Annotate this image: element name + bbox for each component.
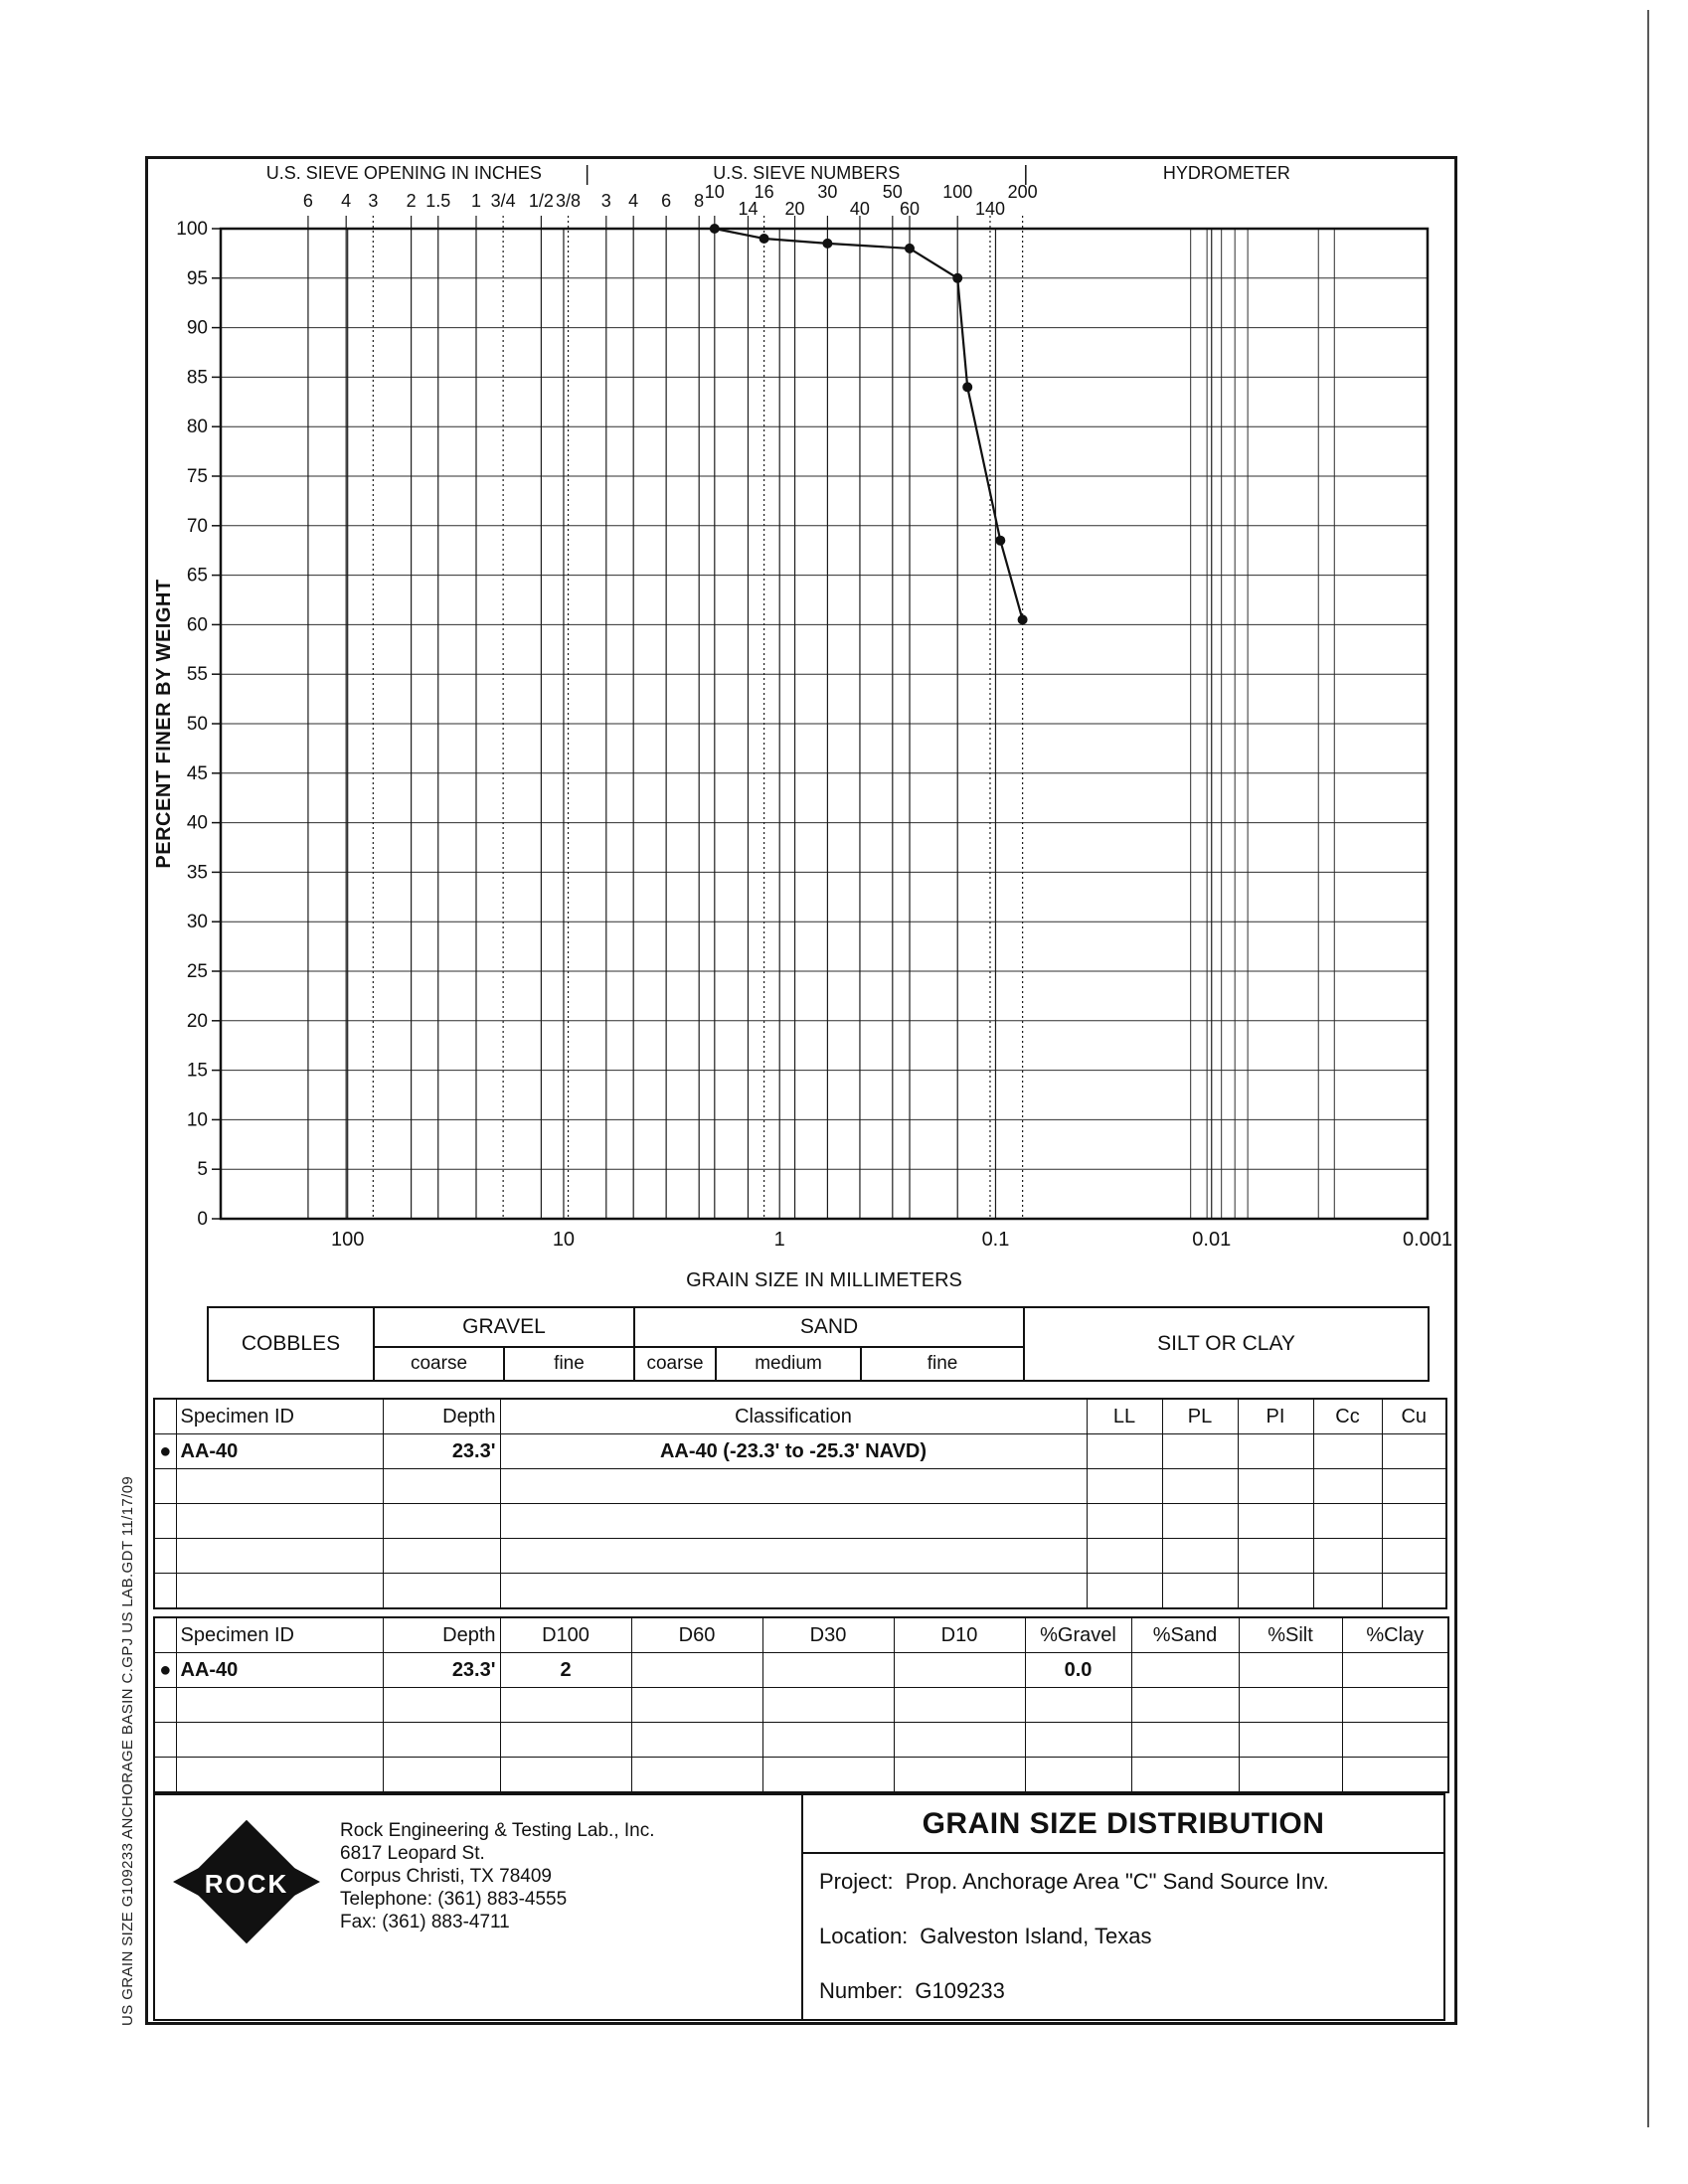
- table-cell: [894, 1653, 1025, 1688]
- svg-text:1/2: 1/2: [528, 191, 554, 211]
- table-cell: [1313, 1434, 1382, 1469]
- column-header: Classification: [500, 1399, 1087, 1434]
- table-cell: [1382, 1574, 1446, 1609]
- number-value: G109233: [915, 1978, 1005, 2004]
- table-cell: [1238, 1539, 1313, 1574]
- project-row: [803, 1854, 1443, 1909]
- location-row: [803, 1909, 1443, 1963]
- table-cell: [176, 1723, 383, 1758]
- svg-text:75: 75: [186, 466, 208, 487]
- company-name: Rock Engineering & Testing Lab., Inc.: [340, 1820, 655, 1841]
- table-cell: [762, 1758, 894, 1793]
- table-cell: [383, 1688, 500, 1723]
- project-value: Prop. Anchorage Area "C" Sand Source Inv.: [905, 1868, 1329, 1894]
- svg-text:80: 80: [186, 417, 208, 438]
- column-header: D60: [631, 1617, 762, 1653]
- svg-text:U.S. SIEVE NUMBERS: U.S. SIEVE NUMBERS: [713, 163, 901, 183]
- table-cell: [500, 1504, 1087, 1539]
- table-cell: [500, 1469, 1087, 1504]
- svg-text:55: 55: [186, 664, 208, 686]
- empty-row: [154, 1469, 1446, 1504]
- column-header: Depth: [383, 1617, 500, 1653]
- data-row: [154, 1434, 1446, 1469]
- table-cell: [1313, 1574, 1382, 1609]
- table-cell: [1342, 1758, 1448, 1793]
- band-sand: SAND: [634, 1307, 1024, 1347]
- empty-row: [154, 1504, 1446, 1539]
- table-cell: [1238, 1574, 1313, 1609]
- svg-text:6: 6: [661, 191, 672, 211]
- svg-text:1: 1: [773, 1229, 785, 1251]
- table-cell: 2: [500, 1653, 631, 1688]
- size-bands-table: [207, 1306, 1430, 1382]
- column-header: %Sand: [1131, 1617, 1239, 1653]
- table-cell: [1382, 1539, 1446, 1574]
- results-table: [153, 1616, 1449, 1793]
- table-cell: [1342, 1688, 1448, 1723]
- svg-text:35: 35: [186, 862, 208, 884]
- table-cell: [176, 1688, 383, 1723]
- svg-text:140: 140: [974, 199, 1006, 219]
- svg-text:100: 100: [176, 219, 208, 240]
- table-cell: [1342, 1723, 1448, 1758]
- table-cell: [500, 1723, 631, 1758]
- svg-text:GRAIN SIZE IN MILLIMETERS: GRAIN SIZE IN MILLIMETERS: [686, 1269, 962, 1291]
- svg-text:200: 200: [1007, 182, 1038, 202]
- table-cell: [1313, 1469, 1382, 1504]
- table-cell: [383, 1469, 500, 1504]
- band-silt-or-clay: SILT OR CLAY: [1024, 1307, 1429, 1381]
- svg-text:15: 15: [186, 1060, 208, 1082]
- table-cell: [383, 1504, 500, 1539]
- table-cell: [1025, 1723, 1131, 1758]
- column-header: PL: [1162, 1399, 1238, 1434]
- table-cell: [1313, 1504, 1382, 1539]
- table-cell: [1162, 1539, 1238, 1574]
- table-cell: [1087, 1434, 1162, 1469]
- number-label: Number:: [819, 1978, 904, 2004]
- svg-text:16: 16: [754, 182, 774, 202]
- svg-text:3: 3: [368, 191, 379, 211]
- column-header: %Silt: [1239, 1617, 1342, 1653]
- table-cell: [500, 1574, 1087, 1609]
- number-row: [803, 1964, 1443, 2019]
- empty-row: [154, 1758, 1448, 1793]
- band-gravel: GRAVEL: [374, 1307, 634, 1347]
- table-cell: [631, 1723, 762, 1758]
- report-title: GRAIN SIZE DISTRIBUTION: [803, 1795, 1443, 1854]
- svg-text:30: 30: [186, 912, 208, 933]
- table-cell: [500, 1539, 1087, 1574]
- logo-text: ROCK: [204, 1869, 289, 1899]
- band-sand-fine: fine: [861, 1347, 1024, 1381]
- svg-text:50: 50: [186, 714, 208, 735]
- table-cell: [631, 1688, 762, 1723]
- table-cell: [894, 1723, 1025, 1758]
- table-cell: [500, 1688, 631, 1723]
- band-gravel-coarse: coarse: [374, 1347, 504, 1381]
- svg-text:40: 40: [849, 199, 870, 219]
- table-cell: [894, 1758, 1025, 1793]
- table-cell: AA-40: [176, 1434, 383, 1469]
- svg-text:4: 4: [341, 191, 352, 211]
- empty-row: [154, 1688, 1448, 1723]
- table-cell: [154, 1758, 176, 1793]
- table-cell: [1025, 1758, 1131, 1793]
- svg-text:4: 4: [628, 191, 639, 211]
- svg-text:14: 14: [738, 199, 759, 219]
- classification-table: [153, 1398, 1447, 1609]
- table-cell: [154, 1688, 176, 1723]
- company-address-line1: 6817 Leopard St.: [340, 1843, 485, 1864]
- svg-text:50: 50: [882, 182, 903, 202]
- empty-row: [154, 1574, 1446, 1609]
- empty-row: [154, 1539, 1446, 1574]
- svg-text:U.S. SIEVE OPENING IN INCHES: U.S. SIEVE OPENING IN INCHES: [265, 163, 542, 183]
- table-cell: [176, 1504, 383, 1539]
- column-header: Cu: [1382, 1399, 1446, 1434]
- table-cell: [154, 1723, 176, 1758]
- table-cell: [176, 1539, 383, 1574]
- svg-text:5: 5: [197, 1159, 208, 1181]
- company-logo: [169, 1821, 324, 1942]
- band-cobbles: COBBLES: [208, 1307, 374, 1381]
- table-cell: 0.0: [1025, 1653, 1131, 1688]
- table-cell: [631, 1653, 762, 1688]
- table-cell: [1131, 1688, 1239, 1723]
- company-telephone: Telephone: (361) 883-4555: [340, 1889, 568, 1910]
- table-cell: [1087, 1504, 1162, 1539]
- svg-text:10: 10: [186, 1109, 208, 1131]
- svg-text:70: 70: [186, 515, 208, 537]
- svg-text:0.001: 0.001: [1402, 1229, 1453, 1251]
- location-value: Galveston Island, Texas: [920, 1923, 1152, 1948]
- header-row: [154, 1399, 1446, 1434]
- band-sand-coarse: coarse: [634, 1347, 716, 1381]
- scan-artifact-line: [1647, 10, 1649, 2127]
- svg-text:45: 45: [186, 762, 208, 784]
- company-address-line2: Corpus Christi, TX 78409: [340, 1866, 552, 1887]
- table-cell: [1131, 1653, 1239, 1688]
- table-cell: [1382, 1504, 1446, 1539]
- table-cell: [383, 1723, 500, 1758]
- column-header: Specimen ID: [176, 1399, 383, 1434]
- table-cell: [154, 1574, 176, 1609]
- marker-column-header: [154, 1399, 176, 1434]
- table-cell: [383, 1574, 500, 1609]
- svg-text:95: 95: [186, 267, 208, 289]
- column-header: Specimen ID: [176, 1617, 383, 1653]
- svg-text:20: 20: [784, 199, 805, 219]
- table-cell: [1087, 1539, 1162, 1574]
- table-cell: [894, 1688, 1025, 1723]
- column-header: D10: [894, 1617, 1025, 1653]
- table-cell: [1239, 1653, 1342, 1688]
- company-block: [155, 1795, 803, 2019]
- column-header: LL: [1087, 1399, 1162, 1434]
- column-header: D30: [762, 1617, 894, 1653]
- table-cell: [1239, 1758, 1342, 1793]
- company-info: [340, 1819, 655, 1933]
- table-cell: [1342, 1653, 1448, 1688]
- table-cell: [631, 1758, 762, 1793]
- marker-column-header: [154, 1617, 176, 1653]
- table-cell: [1131, 1758, 1239, 1793]
- svg-text:HYDROMETER: HYDROMETER: [1162, 163, 1290, 183]
- column-header: Depth: [383, 1399, 500, 1434]
- table-cell: [1087, 1469, 1162, 1504]
- svg-text:20: 20: [186, 1010, 208, 1032]
- table-cell: [1162, 1469, 1238, 1504]
- table-cell: [1382, 1434, 1446, 1469]
- table-cell: AA-40: [176, 1653, 383, 1688]
- svg-text:85: 85: [186, 367, 208, 389]
- row-marker: ●: [154, 1653, 176, 1688]
- table-cell: [1239, 1688, 1342, 1723]
- sidebar-filename-text: US GRAIN SIZE G109233 ANCHORAGE BASIN C.GPJ US LAB.GDT 11/17/09: [119, 1475, 136, 2026]
- table-cell: [1382, 1469, 1446, 1504]
- table-cell: [1313, 1539, 1382, 1574]
- table-cell: [1131, 1723, 1239, 1758]
- table-cell: [1087, 1574, 1162, 1609]
- svg-text:60: 60: [900, 199, 921, 219]
- column-header: D100: [500, 1617, 631, 1653]
- svg-text:25: 25: [186, 961, 208, 982]
- svg-text:6: 6: [302, 191, 313, 211]
- grain-size-distribution-chart: [148, 159, 1454, 1302]
- svg-text:3/4: 3/4: [490, 191, 516, 211]
- row-marker: ●: [154, 1434, 176, 1469]
- svg-text:2: 2: [406, 191, 417, 211]
- svg-text:65: 65: [186, 565, 208, 587]
- table-cell: [154, 1504, 176, 1539]
- table-cell: [1238, 1434, 1313, 1469]
- table-cell: [154, 1539, 176, 1574]
- table-cell: 23.3': [383, 1434, 500, 1469]
- table-cell: [176, 1758, 383, 1793]
- svg-text:PERCENT FINER BY WEIGHT: PERCENT FINER BY WEIGHT: [153, 579, 175, 869]
- svg-text:10: 10: [704, 182, 725, 202]
- svg-text:10: 10: [552, 1229, 576, 1251]
- data-row: [154, 1653, 1448, 1688]
- column-header: PI: [1238, 1399, 1313, 1434]
- table-cell: [762, 1688, 894, 1723]
- table-cell: [154, 1469, 176, 1504]
- table-cell: [1162, 1504, 1238, 1539]
- svg-text:30: 30: [817, 182, 838, 202]
- svg-text:3: 3: [600, 191, 611, 211]
- svg-text:100: 100: [331, 1229, 365, 1251]
- table-cell: [383, 1539, 500, 1574]
- svg-text:1: 1: [470, 191, 482, 211]
- table-cell: AA-40 (-23.3' to -25.3' NAVD): [500, 1434, 1087, 1469]
- table-cell: [176, 1574, 383, 1609]
- svg-text:90: 90: [186, 317, 208, 339]
- svg-text:60: 60: [186, 614, 208, 636]
- table-cell: [1238, 1504, 1313, 1539]
- band-sand-medium: medium: [716, 1347, 861, 1381]
- table-cell: [176, 1469, 383, 1504]
- svg-text:3/8: 3/8: [556, 191, 582, 211]
- svg-text:40: 40: [186, 812, 208, 834]
- location-label: Location:: [819, 1923, 909, 1948]
- project-label: Project:: [819, 1868, 894, 1894]
- band-gravel-fine: fine: [504, 1347, 634, 1381]
- svg-text:0.01: 0.01: [1192, 1229, 1232, 1251]
- table-cell: [500, 1758, 631, 1793]
- table-cell: [1025, 1688, 1131, 1723]
- svg-text:0: 0: [197, 1209, 208, 1230]
- report-frame: [145, 156, 1457, 2025]
- empty-row: [154, 1723, 1448, 1758]
- table-cell: [1239, 1723, 1342, 1758]
- report-title-block: [803, 1795, 1443, 2019]
- column-header: %Gravel: [1025, 1617, 1131, 1653]
- table-cell: [383, 1758, 500, 1793]
- header-row: [154, 1617, 1448, 1653]
- column-header: Cc: [1313, 1399, 1382, 1434]
- table-cell: [762, 1653, 894, 1688]
- svg-text:8: 8: [694, 191, 705, 211]
- svg-text:1.5: 1.5: [425, 191, 451, 211]
- table-cell: 23.3': [383, 1653, 500, 1688]
- title-block: [153, 1793, 1445, 2021]
- table-cell: [1162, 1574, 1238, 1609]
- svg-text:100: 100: [942, 182, 973, 202]
- table-cell: [1162, 1434, 1238, 1469]
- company-fax: Fax: (361) 883-4711: [340, 1912, 510, 1932]
- svg-text:0.1: 0.1: [981, 1229, 1010, 1251]
- table-cell: [1238, 1469, 1313, 1504]
- column-header: %Clay: [1342, 1617, 1448, 1653]
- table-cell: [762, 1723, 894, 1758]
